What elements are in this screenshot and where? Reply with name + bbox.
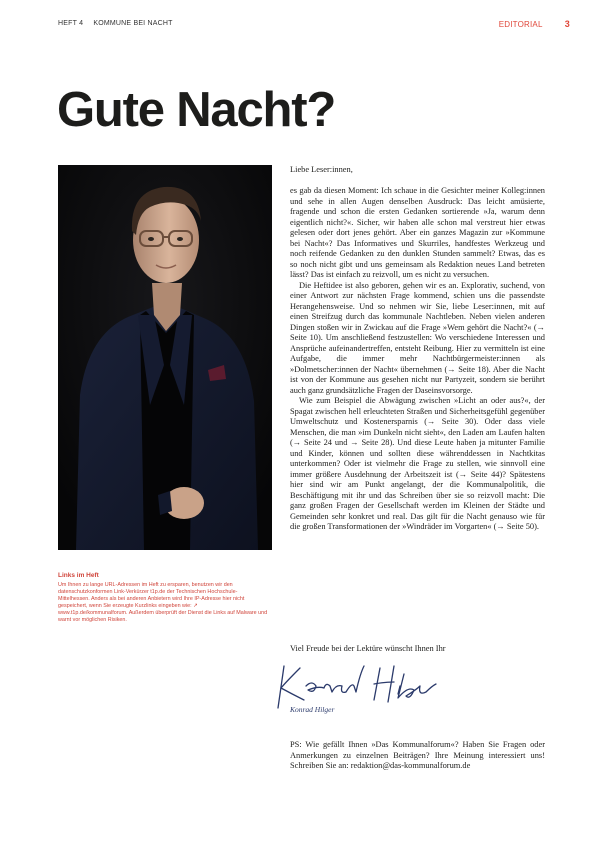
issue-label: HEFT 4 [58, 20, 84, 27]
page-number: 3 [564, 19, 570, 29]
section-label: EDITORIAL [498, 20, 543, 29]
links-info-box [58, 572, 268, 624]
magazine-name: KOMMUNE BEI NACHT [93, 20, 173, 27]
letter-paragraph: Die Heftidee ist also geboren, gehen wir es an. Explorativ, suchend, von einer Antwort zur nächsten Frage kommend, schien uns die passendste Herangehensweise. Und so nehmen wir Sie, liebe Leser:innen, mit auf einen Streifzug durch das kommunale Nachtleben. Neben vielen anderen Dingen stoßen wir in Zwickau auf die Frage »Wem gehört die Nacht?« (→ Seite 10). Um anschließend festzustellen: Wo verschiedene Interessen und Ansprüche aufeinandertreffen, entsteht Reibung. Hier zu vermitteln ist eine Aufgabe, die immer mehr Nachtbürgermeister:innen als »Dolmetscher:innen der Nacht« übernehmen (→ Seite 18). Aber die Nacht ist von der Kommune aus gesehen nicht nur Partyzeit, sondern sie berührt auch ganz grundsätzliche Fragen der Daseinsvorsorge. [290, 280, 545, 395]
letter-body [290, 165, 545, 533]
signature-name: Konrad Hilger [290, 705, 335, 714]
header-left [58, 20, 181, 27]
postscript: PS: Wie gefällt Ihnen »Das Kommunalforum«? Haben Sie Fragen oder Anmerkungen zu einzelnen Beiträgen? Ihre Meinung interessiert uns! Schreiben Sie an: redaktion@das-kommunalforum.de [290, 740, 545, 770]
page-header [58, 20, 570, 32]
salutation: Liebe Leser:innen, [290, 165, 353, 174]
header-right [499, 19, 570, 29]
letter-paragraph: Wie zum Beispiel die Abwägung zwischen »Licht an oder aus?«, der Spagat zwischen hell erleuchteten Straßen und Sicherheitsgefühl gegenüber Umweltschutz und Kostenersparnis (→ Seite 30). Oder dass viele Menschen, die man »im Dunkeln nicht sieht«, den Laden am Laufen halten (→ Seite 24 und → Seite 28). Und diese Leute haben ja mitunter Familie und Kinder, können und sollten diese währenddessen in Nachtkitas unterkommen? Oder ist vielmehr die Frage zu stellen, wie sinnvoll eine immer größere Ausdehnung der Arbeitszeit ist (→ Seite 44)? Spätestens hier sind wir am Punkt angelangt, der die Kommunalpolitik, die Beschäftigung mit ihr und das Schreiben über sie so reizvoll macht: Die ganz großen Fragen der Gesellschaft werden im Kleinen der Städte und Gemeinden sehr konkret und real. Das gilt für die Nacht genauso wie für die großen Transformationen der »Windräder im Vorgarten« (→ Seite 50). [290, 396, 545, 531]
closing-line: Viel Freude bei der Lektüre wünscht Ihnen Ihr [290, 644, 446, 653]
links-info-title: Links im Heft [58, 572, 99, 579]
letter-paragraph: es gab da diesen Moment: Ich schaue in die Gesichter meiner Kolleg:innen und sehe in allen Augen denselben Ausdruck: Das leicht amüsierte, fragende und schon die ersten Gedanken sortierende »Ja, warum denn eigentlich nicht?«. Sicher, wir haben alle schon mal verstreut hier etwas gelesen oder dort jenes gehört. Aber ein ganzes Magazin zur »Kommune bei Nacht«? Das Informatives und Skurriles, handfestes Werkzeug und noch reifende Gedanken zu den dunklen Stunden sammelt? Etwas, das es so noch nicht gibt und uns gemeinsam als Redaktion neues Land betreten lässt? Das ist einfach zu reizvoll, um es nicht zu versuchen. [290, 186, 545, 279]
author-portrait [58, 165, 272, 550]
links-info-text: Um Ihnen zu lange URL-Adressen im Heft zu ersparen, benutzen wir den datenschutzkonformen Link-Verkürzer t1p.de der Technischen Hochschule-Mittelhessen. Anders als bei anderen Anbietern wird Ihre IP-Adresse hier nicht gespeichert, wenn Sie erzeugte Kurzlinks eingeben wie: ↗ www.t1p.de/kommunalforum. Außerdem überprüft der Dienst die Links auf Malware und warnt vor möglichen Risiken. [58, 582, 268, 623]
page-title: Gute Nacht? [57, 83, 336, 137]
